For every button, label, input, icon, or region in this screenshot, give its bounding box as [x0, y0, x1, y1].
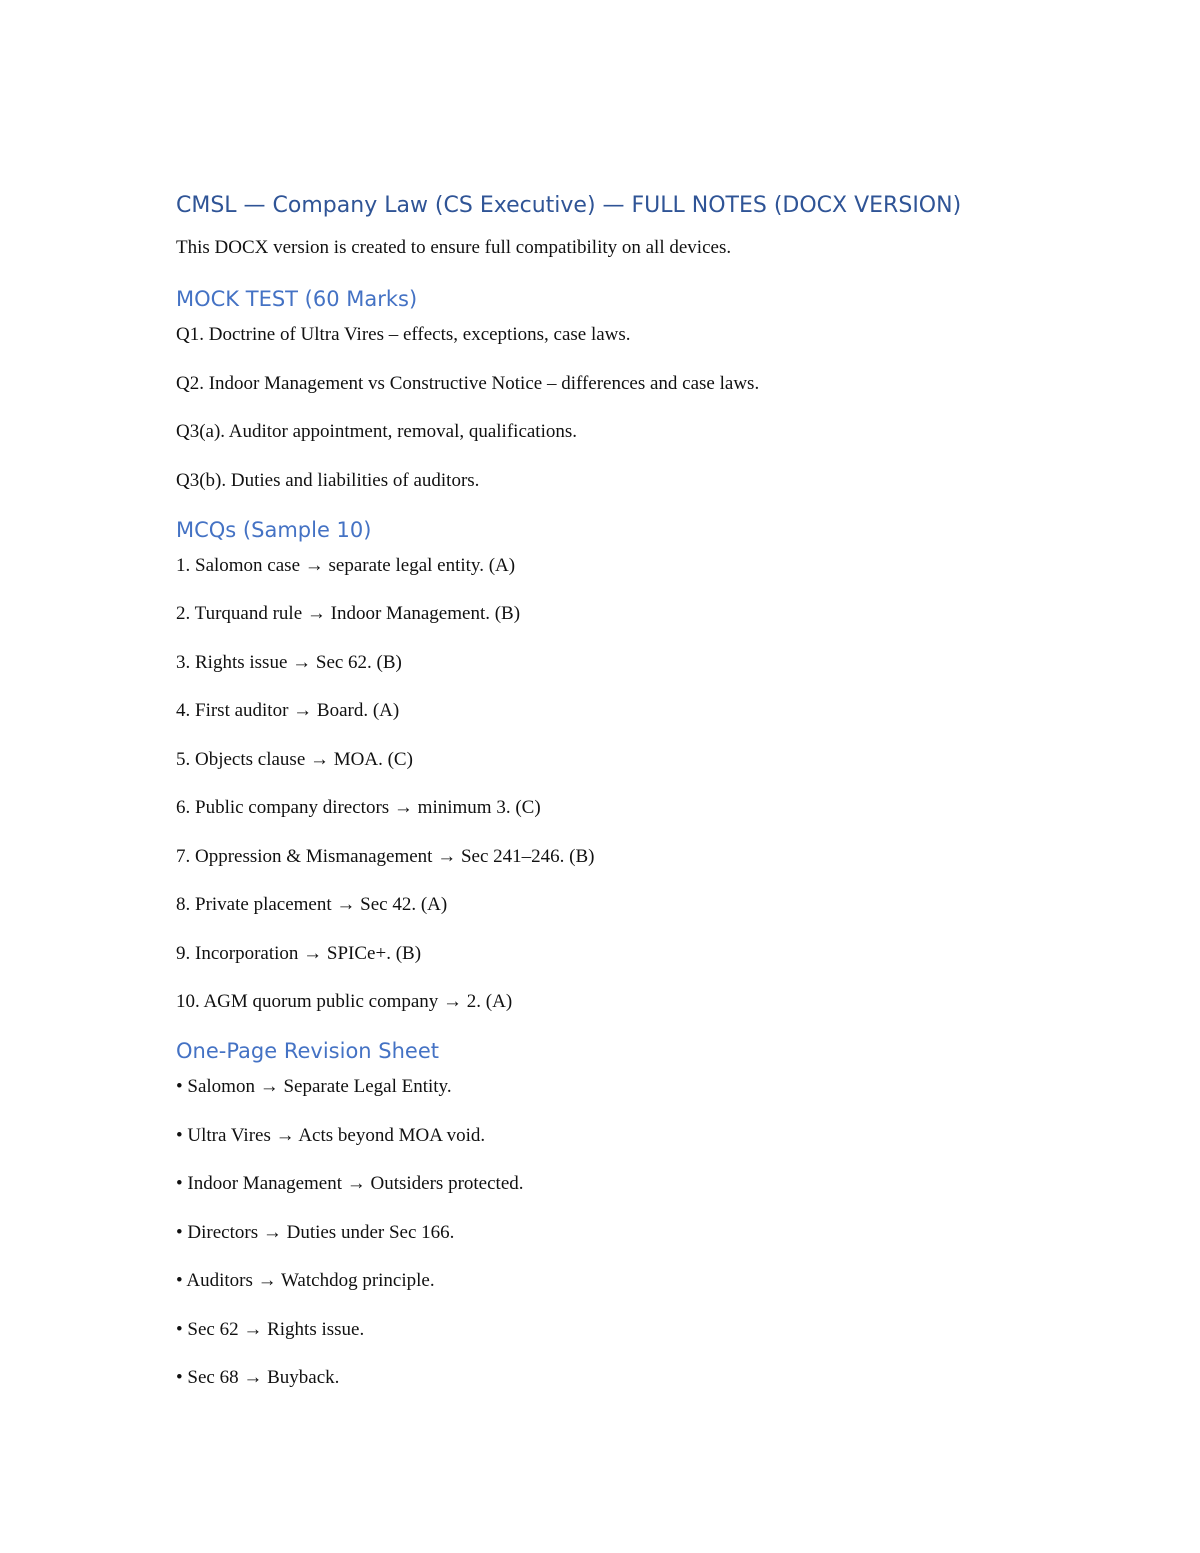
mcq-item: 1. Salomon case → separate legal entity. (A) [176, 554, 516, 576]
mcq-item: 8. Private placement → Sec 42. (A) [176, 894, 448, 915]
mcq-item: 2. Turquand rule → Indoor Management. (B) [176, 603, 521, 624]
document-body [176, 190, 1036, 1411]
revision-item: • Sec 68 → Buyback. [176, 1367, 340, 1388]
mcq-item: 7. Oppression & Mismanagement → Sec 241–246. (B) [176, 845, 595, 867]
mock-question: Q2. Indoor Management vs Constructive Notice – differences and case laws. [176, 372, 760, 394]
mock-question: Q3(b). Duties and liabilities of auditors. [176, 469, 480, 491]
revision-item: • Directors → Duties under Sec 166. [176, 1221, 455, 1243]
revision-item: • Indoor Management → Outsiders protected. [176, 1173, 524, 1194]
mcqs-heading: MCQs (Sample 10) [176, 517, 372, 542]
mcq-item: 6. Public company directors → minimum 3. (C) [176, 797, 541, 818]
revision-item: • Ultra Vires → Acts beyond MOA void. [176, 1124, 486, 1146]
mock-question: Q3(a). Auditor appointment, removal, qualifications. [176, 421, 578, 442]
document-subtitle: This DOCX version is created to ensure full compatibility on all devices. [176, 237, 732, 258]
mock-test-heading: MOCK TEST (60 Marks) [176, 287, 418, 311]
revision-item: • Sec 62 → Rights issue. [176, 1318, 365, 1340]
mcq-item: 5. Objects clause → MOA. (C) [176, 748, 413, 770]
mock-question: Q1. Doctrine of Ultra Vires – effects, exceptions, case laws. [176, 324, 631, 345]
revision-heading: One-Page Revision Sheet [176, 1039, 440, 1063]
mcq-item: 4. First auditor → Board. (A) [176, 700, 400, 721]
mcq-item: 3. Rights issue → Sec 62. (B) [176, 651, 402, 673]
mcq-item: 9. Incorporation → SPICe+. (B) [176, 942, 422, 964]
mcq-item: 10. AGM quorum public company → 2. (A) [176, 991, 513, 1012]
revision-item: • Salomon → Separate Legal Entity. [176, 1076, 452, 1097]
revision-item: • Auditors → Watchdog principle. [176, 1270, 435, 1291]
document-title: CMSL — Company Law (CS Executive) — FULL NOTES (DOCX VERSION) [176, 193, 962, 218]
